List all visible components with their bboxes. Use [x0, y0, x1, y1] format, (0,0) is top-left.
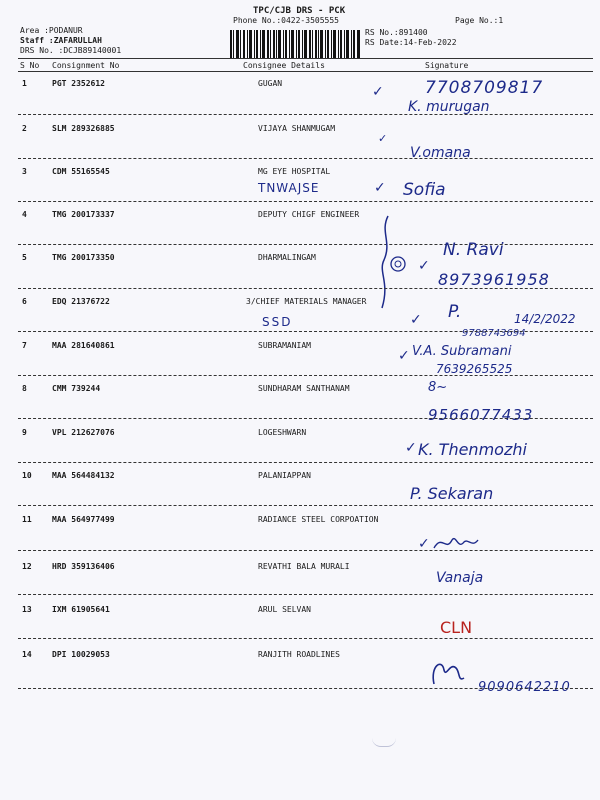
row-consignee: DEPUTY CHIGF ENGINEER [258, 210, 360, 219]
handwritten-phone: 9566077433 [428, 406, 534, 424]
phone-number: Phone No.:0422-3505555 [233, 16, 339, 25]
handwritten-signature: CLN [440, 618, 473, 637]
handwritten-signature: K. murugan [408, 99, 490, 115]
row-consignment: TMG 200173350 [52, 253, 115, 262]
row-divider [18, 331, 593, 332]
handwritten-signature: K. Thenmozhi [418, 440, 527, 459]
row-consignment: TMG 200173337 [52, 210, 115, 219]
handwritten-signature: V.omana [410, 145, 471, 161]
header-rule-top [18, 58, 593, 59]
tick-mark: ✓ [398, 348, 410, 364]
handwritten-signature: N. Ravi [443, 240, 504, 260]
handwritten-signature: P. Sekaran [410, 484, 494, 503]
row-sno: 14 [22, 650, 32, 659]
rs-number: RS No.:891400 [365, 28, 428, 37]
row-consignment: CMM 739244 [52, 384, 101, 393]
handwritten-note: TNWAJSE [258, 181, 320, 195]
row-consignee: ARUL SELVAN [258, 605, 311, 614]
row-divider [18, 114, 593, 115]
tick-mark: ✓ [418, 536, 430, 552]
row-divider [18, 550, 593, 551]
row-consignment: MAA 564484132 [52, 471, 115, 480]
tick-mark: ✓ [410, 312, 422, 328]
row-consignee: SUBRAMANIAM [258, 341, 311, 350]
handwritten-signature: P. [448, 302, 462, 322]
row-sno: 2 [22, 124, 27, 133]
handwritten-phone: 9090642210 [478, 680, 571, 695]
row-sno: 6 [22, 297, 27, 306]
row-divider [18, 462, 593, 463]
bottom-ink-mark [372, 738, 396, 747]
handwritten-signature: Sofia [403, 180, 446, 200]
row-sno: 4 [22, 210, 27, 219]
row-sno: 11 [22, 515, 32, 524]
row-consignment: MAA 564977499 [52, 515, 115, 524]
row-divider [18, 594, 593, 595]
row-divider [18, 288, 593, 289]
page-number: Page No.:1 [455, 16, 504, 25]
handwritten-phone: 9788743694 [462, 328, 526, 339]
row-consignee: VIJAYA SHANMUGAM [258, 124, 336, 133]
col-consignment: Consignment No [52, 61, 120, 70]
barcode-image [230, 30, 360, 58]
col-signature: Signature [425, 61, 469, 70]
row-consignee: REVATHI BALA MURALI [258, 562, 350, 571]
row-consignment: PGT 2352612 [52, 79, 105, 88]
row-consignee: SUNDHARAM SANTHANAM [258, 384, 350, 393]
handwritten-phone: 7639265525 [436, 362, 513, 376]
row-consignee: RANJITH ROADLINES [258, 650, 340, 659]
row-divider [18, 158, 593, 159]
tick-mark: ✓ [372, 84, 384, 100]
row-divider [18, 505, 593, 506]
row-divider [18, 244, 593, 245]
row-consignee: RADIANCE STEEL CORPOATION [258, 515, 379, 524]
row-sno: 9 [22, 428, 27, 437]
handwritten-phone: 8973961958 [438, 270, 550, 289]
drs-number: DRS No. :DCJB89140001 [20, 46, 122, 55]
tick-mark: ✓ [405, 440, 417, 456]
row-sno: 1 [22, 79, 27, 88]
row-consignee: 3/CHIEF MATERIALS MANAGER [246, 297, 367, 306]
row-consignment: DPI 10029053 [52, 650, 110, 659]
col-sno: S No [20, 61, 40, 70]
row-sno: 13 [22, 605, 32, 614]
handwritten-signature: Vanaja [436, 570, 484, 586]
row-consignment: IXM 61905641 [52, 605, 110, 614]
row-sno: 7 [22, 341, 27, 350]
row-consignment: HRD 359136406 [52, 562, 115, 571]
row-divider [18, 418, 593, 419]
handwritten-scribble [428, 656, 468, 690]
staff: Staff :ZAFARULLAH [20, 36, 102, 45]
bracket-scribble [368, 212, 412, 312]
row-divider [18, 375, 593, 376]
row-divider [18, 688, 593, 689]
handwritten-date: 14/2/2022 [514, 312, 576, 326]
handwritten-note: SSD [262, 315, 293, 329]
row-consignment: SLM 289326885 [52, 124, 115, 133]
sheet-title: TPC/CJB DRS - PCK [253, 6, 346, 16]
row-consignee: GUGAN [258, 79, 283, 88]
row-consignee: PALANIAPPAN [258, 471, 311, 480]
row-consignment: MAA 281640861 [52, 341, 115, 350]
rs-date: RS Date:14-Feb-2022 [365, 38, 457, 47]
row-consignee: LOGESHWARN [258, 428, 307, 437]
row-consignment: EDQ 21376722 [52, 297, 110, 306]
tick-mark: ✓ [378, 132, 388, 145]
row-sno: 3 [22, 167, 27, 176]
tick-mark: ✓ [374, 180, 386, 196]
handwritten-mark: 8~ [428, 380, 448, 395]
row-consignee: MG EYE HOSPITAL [258, 167, 331, 176]
col-consignee: Consignee Details [243, 61, 325, 70]
row-consignment: VPL 212627076 [52, 428, 115, 437]
header-rule-bottom [18, 71, 593, 72]
row-sno: 8 [22, 384, 27, 393]
handwritten-phone: 7708709817 [425, 78, 544, 98]
row-consignment: CDM 55165545 [52, 167, 110, 176]
row-divider [18, 201, 593, 202]
tick-mark: ✓ [418, 258, 430, 274]
row-sno: 12 [22, 562, 32, 571]
area: Area :PODANUR [20, 26, 83, 35]
row-sno: 5 [22, 253, 27, 262]
row-divider [18, 638, 593, 639]
row-consignee: DHARMALINGAM [258, 253, 316, 262]
handwritten-signature: V.A. Subramani [412, 344, 512, 359]
row-sno: 10 [22, 471, 32, 480]
